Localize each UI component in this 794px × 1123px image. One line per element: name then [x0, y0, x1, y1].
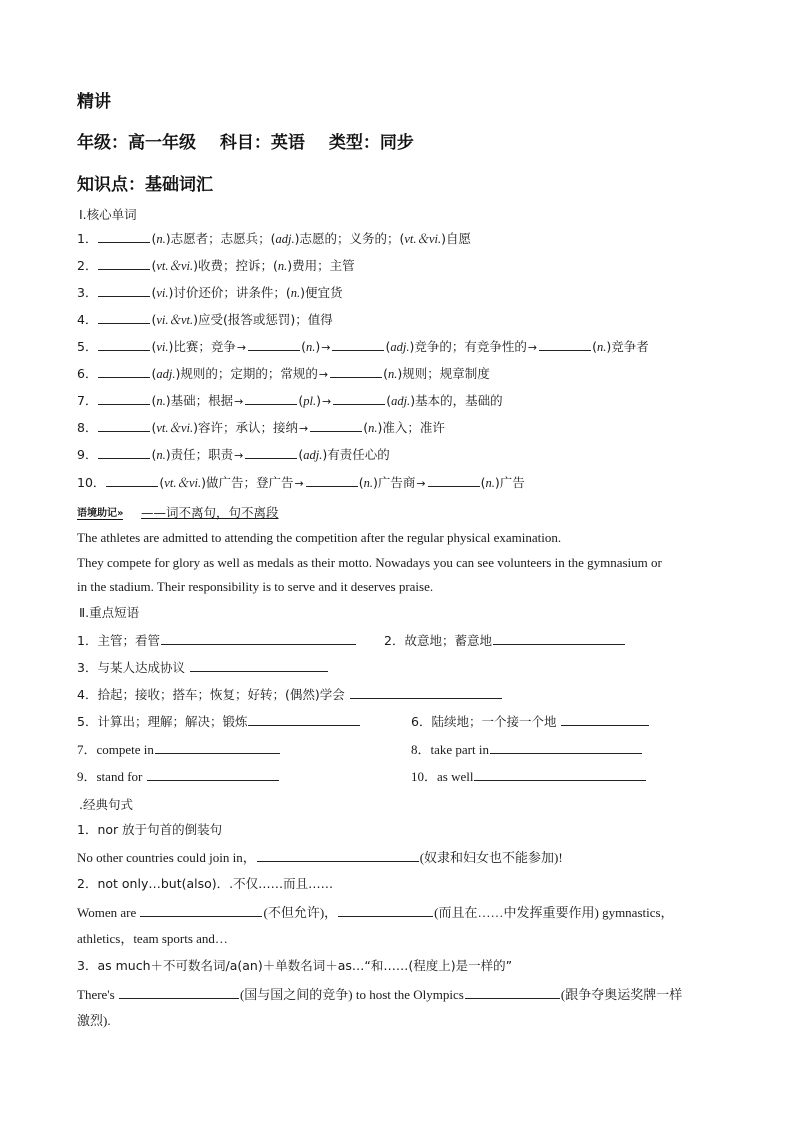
- text-fragment: )费用；主管: [287, 258, 355, 273]
- answer-blank[interactable]: [539, 338, 591, 351]
- arrow-icon: →: [234, 449, 244, 462]
- text-fragment: ): [315, 339, 321, 354]
- page-title: 精讲: [77, 92, 111, 112]
- phrase-prompt: 8．take part in: [411, 742, 489, 757]
- pos-abbrev: n.: [387, 367, 398, 381]
- answer-blank[interactable]: [161, 632, 356, 645]
- vocab-item-9: [77, 446, 390, 464]
- answer-blank[interactable]: [147, 768, 279, 781]
- answer-blank[interactable]: [98, 419, 150, 432]
- phrase-prompt: 3．与某人达成协议: [77, 660, 185, 675]
- answer-blank[interactable]: [155, 741, 280, 754]
- answer-blank[interactable]: [119, 986, 239, 999]
- passage-line-1: The athletes are admitted to attending the competition after the regular physical examination.: [77, 530, 562, 545]
- passage-line-3: in the stadium. Their responsibility is to serve and it deserves praise.: [77, 579, 434, 594]
- text-fragment: )基本的，基础的: [410, 393, 503, 408]
- vocab-item-3: [77, 284, 343, 301]
- pos-abbrev: adj.: [390, 340, 410, 354]
- answer-blank[interactable]: [140, 904, 262, 917]
- sentence-exercise-2-cont: athletics，team sports and…: [77, 931, 228, 946]
- pos-abbrev: n.: [596, 340, 607, 354]
- answer-blank[interactable]: [493, 632, 625, 645]
- text-fragment: )容许；承认；接纳: [193, 420, 299, 435]
- context-tip-text: ——词不离句，句不离段: [141, 505, 279, 520]
- arrow-icon: →: [321, 395, 332, 408]
- text-fragment: (: [151, 339, 157, 354]
- text-fragment: (: [298, 447, 304, 462]
- answer-blank[interactable]: [310, 419, 362, 432]
- text-fragment: (: [151, 285, 157, 300]
- meta-line: [77, 128, 432, 153]
- pos-abbrev: n.: [156, 448, 166, 462]
- sentence-exercise-3-cont: 激烈).: [77, 1013, 111, 1028]
- item-number: 10．: [77, 475, 106, 490]
- sentence-exercise-1: [77, 849, 563, 866]
- text-fragment: (: [480, 475, 486, 490]
- text-fragment: ): [316, 393, 321, 408]
- phrase-prompt: 2．故意地；蓄意地: [384, 633, 492, 648]
- text-fragment: )比赛；竞争: [168, 339, 236, 354]
- phrase-prompt: 9．stand for: [77, 769, 143, 784]
- answer-blank[interactable]: [428, 474, 480, 487]
- item-number: 7．: [77, 393, 98, 408]
- answer-blank[interactable]: [333, 392, 385, 405]
- answer-blank[interactable]: [98, 392, 150, 405]
- section-sentences-heading: .经典句式: [79, 797, 133, 812]
- text-fragment: (: [386, 393, 392, 408]
- vocab-item-7: [77, 392, 503, 410]
- phrase-item-1: [77, 632, 357, 649]
- answer-blank[interactable]: [245, 392, 297, 405]
- type-label: 类型：同步: [328, 133, 414, 153]
- text-fragment: (跟争夺奥运奖牌一样: [560, 987, 683, 1002]
- pos-abbrev: adj.: [156, 367, 176, 381]
- item-number: 2．: [77, 258, 98, 273]
- text-fragment: (: [151, 312, 157, 327]
- text-fragment: (: [592, 339, 597, 354]
- text-fragment: (: [151, 420, 157, 435]
- phrase-item-3: [77, 659, 329, 676]
- arrow-icon: →: [234, 395, 244, 408]
- text-fragment: (: [159, 475, 165, 490]
- text-fragment: )准入；准许: [377, 420, 445, 435]
- vocab-item-1: [77, 230, 471, 247]
- phrase-item-8: [411, 741, 643, 758]
- item-number: 1．: [77, 231, 98, 246]
- phrase-prompt: 4．拾起；接收；搭车；恢复；好转；(偶然)学会: [77, 687, 345, 702]
- text-fragment: )应受(报答或惩罚)；值得: [193, 312, 333, 327]
- answer-blank[interactable]: [338, 904, 433, 917]
- text-fragment: )责任；职责: [165, 447, 234, 462]
- item-number: 5．: [77, 339, 98, 354]
- sentence-pattern-3: 3．as much＋不可数名词/a(an)＋单数名词＋as…“和……(程度上)是一样的”: [77, 958, 513, 973]
- pos-abbrev: n.: [290, 286, 301, 300]
- grade-label: 年级：高一年级: [77, 133, 196, 153]
- answer-blank[interactable]: [330, 365, 382, 378]
- text-fragment: (奴隶和妇女也不能参加)!: [419, 850, 563, 865]
- answer-blank[interactable]: [474, 768, 646, 781]
- pos-abbrev: adj.: [303, 448, 323, 462]
- sentence-pattern-1: 1．nor 放于句首的倒装句: [77, 822, 223, 837]
- answer-blank[interactable]: [98, 338, 150, 351]
- passage-line-2: They compete for glory as well as medals as their motto. Nowadays you can see volunteers in the gymnasium or: [77, 555, 662, 570]
- text-fragment: )自愿: [441, 231, 472, 246]
- text-fragment: (: [358, 475, 364, 490]
- item-number: 8．: [77, 420, 98, 435]
- text-fragment: )有责任心的: [322, 447, 390, 462]
- answer-blank[interactable]: [332, 338, 384, 351]
- pos-abbrev: n.: [156, 232, 166, 246]
- answer-blank[interactable]: [98, 230, 150, 243]
- answer-blank[interactable]: [98, 284, 150, 297]
- text-fragment: (: [363, 420, 369, 435]
- pos-abbrev: n.: [156, 394, 166, 408]
- answer-blank[interactable]: [106, 474, 158, 487]
- vocab-item-2: [77, 257, 355, 274]
- phrase-item-10: [411, 768, 647, 785]
- vocab-item-10: [77, 474, 525, 492]
- text-fragment: )竞争的；有竞争性的: [409, 339, 527, 354]
- arrow-icon: →: [299, 422, 309, 435]
- arrow-icon: →: [321, 341, 331, 354]
- text-fragment: Women are: [77, 905, 140, 920]
- arrow-icon: →: [236, 341, 247, 354]
- answer-blank[interactable]: [306, 474, 358, 487]
- arrow-icon: →: [294, 477, 304, 490]
- pos-abbrev: n.: [485, 476, 495, 490]
- text-fragment: (: [151, 393, 157, 408]
- vocab-item-6: [77, 365, 490, 383]
- text-fragment: (: [301, 339, 306, 354]
- text-fragment: (: [385, 339, 391, 354]
- phrase-item-4: [77, 686, 503, 703]
- answer-blank[interactable]: [190, 659, 328, 672]
- section-phrases-heading: Ⅱ.重点短语: [79, 605, 140, 620]
- knowledge-heading: 知识点：基础词汇: [77, 175, 213, 195]
- pos-abbrev: n.: [363, 476, 373, 490]
- text-fragment: )基础；根据: [165, 393, 234, 408]
- answer-blank[interactable]: [98, 257, 150, 270]
- text-fragment: )做广告；登广告: [201, 475, 294, 490]
- text-fragment: )广告: [494, 475, 525, 490]
- phrase-prompt: 5．计算出；理解；解决；锻炼: [77, 714, 248, 729]
- subject-label: 科目：英语: [219, 133, 305, 153]
- pos-abbrev: vi.＆vt.: [156, 313, 194, 327]
- sentence-pattern-2: 2．not only…but(also)．.不仅……而且……: [77, 876, 334, 891]
- text-fragment: )竞争者: [606, 339, 649, 354]
- text-fragment: (不但允许)，: [263, 905, 338, 920]
- text-fragment: (而且在……中发挥重要作用) gymnastics，: [434, 905, 674, 920]
- pos-abbrev: n.: [368, 421, 378, 435]
- phrase-item-5: [77, 713, 361, 730]
- answer-blank[interactable]: [248, 338, 300, 351]
- arrow-icon: →: [527, 341, 538, 354]
- sentence-exercise-2: [77, 904, 674, 921]
- phrase-item-2: [384, 632, 626, 649]
- answer-blank[interactable]: [98, 446, 150, 459]
- text-fragment: )广告商: [372, 475, 416, 490]
- text-fragment: (: [151, 231, 157, 246]
- section-core-words-heading: Ⅰ.核心单词: [79, 207, 137, 222]
- answer-blank[interactable]: [98, 311, 150, 324]
- phrase-prompt: 6．陆续地；一个接一个地: [411, 714, 557, 729]
- pos-abbrev: adj.: [275, 232, 295, 246]
- text-fragment: )规则的；定期的；常规的: [175, 366, 318, 381]
- phrase-item-6: [411, 713, 650, 730]
- pos-abbrev: vt.＆vi.: [156, 421, 194, 435]
- pos-abbrev: vi.: [156, 340, 169, 354]
- pos-abbrev: vt.＆vi.: [404, 232, 442, 246]
- text-fragment: (: [151, 366, 157, 381]
- text-fragment: No other countries could join in，: [77, 850, 256, 865]
- answer-blank[interactable]: [561, 713, 649, 726]
- pos-abbrev: vi.: [156, 286, 169, 300]
- answer-blank[interactable]: [490, 741, 642, 754]
- vocab-item-8: [77, 419, 445, 437]
- arrow-icon: →: [416, 477, 426, 490]
- text-fragment: )志愿者；志愿兵；(: [165, 231, 276, 246]
- vocab-item-4: [77, 311, 333, 328]
- answer-blank[interactable]: [465, 986, 560, 999]
- answer-blank[interactable]: [98, 365, 150, 378]
- phrase-prompt: 10．as well: [411, 769, 474, 784]
- context-tip-label: 语境助记»: [77, 504, 123, 520]
- phrase-item-9: [77, 768, 280, 785]
- answer-blank[interactable]: [248, 713, 360, 726]
- item-number: 3．: [77, 285, 98, 300]
- vocab-item-5: [77, 338, 649, 356]
- item-number: 4．: [77, 312, 98, 327]
- text-fragment: (: [151, 447, 157, 462]
- answer-blank[interactable]: [257, 849, 419, 862]
- pos-abbrev: pl.: [303, 394, 317, 408]
- text-fragment: )规则；规章制度: [397, 366, 490, 381]
- pos-abbrev: adj.: [391, 394, 411, 408]
- text-fragment: )便宜货: [300, 285, 343, 300]
- sentence-exercise-3: [77, 986, 682, 1003]
- phrase-item-7: [77, 741, 281, 758]
- text-fragment: There's: [77, 987, 118, 1002]
- pos-abbrev: n.: [306, 340, 316, 354]
- answer-blank[interactable]: [350, 686, 502, 699]
- pos-abbrev: vt.＆vi.: [164, 476, 202, 490]
- text-fragment: )志愿的；义务的；(: [294, 231, 405, 246]
- phrase-prompt: 1．主管；看管: [77, 633, 160, 648]
- text-fragment: (: [298, 393, 304, 408]
- arrow-icon: →: [318, 368, 329, 381]
- item-number: 9．: [77, 447, 98, 462]
- pos-abbrev: vt.＆vi.: [156, 259, 194, 273]
- text-fragment: (: [383, 366, 388, 381]
- text-fragment: )收费；控诉；(: [193, 258, 278, 273]
- text-fragment: )讨价还价；讲条件；(: [168, 285, 291, 300]
- answer-blank[interactable]: [245, 446, 297, 459]
- item-number: 6．: [77, 366, 98, 381]
- text-fragment: (: [151, 258, 157, 273]
- text-fragment: (国与国之间的竞争) to host the Olympics: [239, 987, 464, 1002]
- pos-abbrev: n.: [277, 259, 288, 273]
- phrase-prompt: 7．compete in: [77, 742, 154, 757]
